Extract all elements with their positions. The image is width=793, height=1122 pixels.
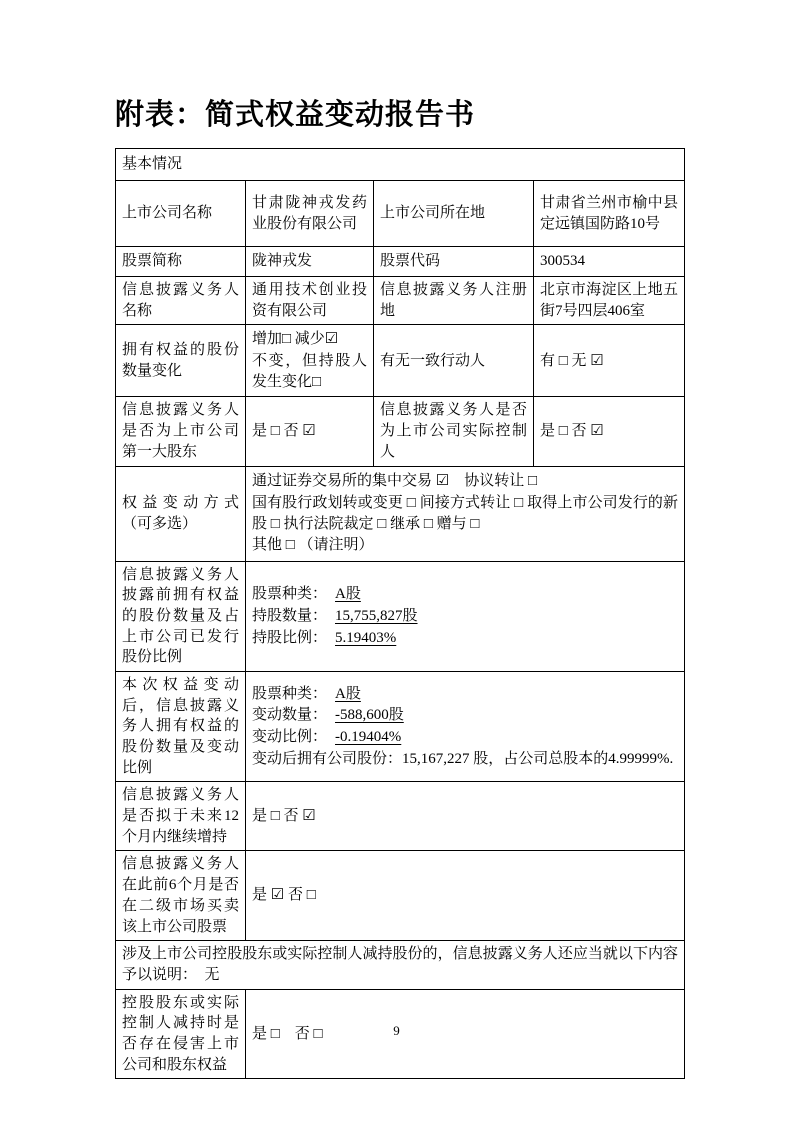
table-row — [116, 181, 685, 247]
company-name-label: 上市公司名称 — [116, 181, 246, 247]
stock-abbr-value: 陇神戎发 — [246, 247, 374, 277]
discloser-name-label: 信息披露义务人名称 — [116, 277, 246, 325]
page-number: 9 — [393, 1023, 400, 1038]
change-method-options — [246, 466, 685, 561]
post-holding-details — [246, 671, 685, 781]
table-row — [116, 247, 685, 277]
pre-holding-ratio — [252, 628, 678, 649]
table-row — [116, 561, 685, 671]
pre-holding-kind-label: 股票种类： — [252, 586, 328, 603]
stock-code-label: 股票代码 — [374, 247, 534, 277]
future-increase-value: 是 □ 否 ☑ — [246, 782, 685, 851]
harm-interest-value: 是 □ 否 □ — [246, 989, 685, 1079]
actual-controller-label: 信息披露义务人是否为上市公司实际控制人 — [374, 397, 534, 466]
past-six-months-value: 是 ☑ 否 □ — [246, 851, 685, 941]
post-holding-qty-label: 变动数量： — [252, 707, 328, 724]
pre-holding-qty-label: 持股数量： — [252, 607, 328, 624]
pre-holding-ratio-value: 5.19403% — [335, 629, 397, 646]
table-row — [116, 149, 685, 181]
share-change-options — [246, 325, 374, 397]
post-holding-after-text: 变动后拥有公司股份：15,167,227 股，占公司总股本的4.99999%. — [252, 750, 674, 767]
stock-abbr-label: 股票简称 — [116, 247, 246, 277]
past-six-months-label: 信息披露义务人在此前6个月是否在二级市场买卖该上市公司股票 — [116, 851, 246, 941]
change-method-option-line: 其他 □ （请注明） — [252, 537, 374, 554]
harm-interest-label: 控股股东或实际控制人减持时是否存在侵害上市公司和股东权益 — [116, 989, 246, 1079]
table-row — [116, 325, 685, 397]
pre-holding-details — [246, 561, 685, 671]
post-holding-qty — [252, 705, 678, 726]
company-name-value: 甘肃陇神戎发药业股份有限公司 — [246, 181, 374, 247]
concerted-parties-value: 有 □ 无 ☑ — [534, 325, 685, 397]
section-header: 基本情况 — [116, 149, 685, 181]
largest-shareholder-value: 是 □ 否 ☑ — [246, 397, 374, 466]
pre-holding-ratio-label: 持股比例： — [252, 629, 328, 646]
concerted-parties-label: 有无一致行动人 — [374, 325, 534, 397]
post-holding-ratio — [252, 727, 678, 748]
table-row — [116, 782, 685, 851]
post-holding-kind-value: A股 — [335, 685, 361, 702]
post-holding-ratio-value: -0.19404% — [335, 729, 402, 746]
discloser-registered-value: 北京市海淀区上地五街7号四层406室 — [534, 277, 685, 325]
largest-shareholder-label: 信息披露义务人是否为上市公司第一大股东 — [116, 397, 246, 466]
share-change-option-line: 增加□ 减少☑ — [252, 331, 339, 348]
post-holding-qty-value: -588,600股 — [335, 707, 404, 724]
table-row — [116, 851, 685, 941]
equity-change-table — [115, 148, 685, 1079]
share-change-option-line: 不变，但持股人发生变化□ — [252, 353, 367, 390]
pre-holding-label: 信息披露义务人披露前拥有权益的股份数量及占上市公司已发行股份比例 — [116, 561, 246, 671]
pre-holding-kind — [252, 584, 678, 605]
table-row — [116, 671, 685, 781]
pre-holding-kind-value: A股 — [335, 586, 361, 603]
change-method-option-line: 通过证券交易所的集中交易 ☑ 协议转让 □ — [252, 473, 538, 490]
change-method-option-line: 国有股行政划转或变更 □ 间接方式转让 □ 取得上市公司发行的新股 □ 执行法院裁定 □ 继承 □ 赠与 □ — [252, 494, 679, 532]
table-row — [116, 277, 685, 325]
company-location-value: 甘肃省兰州市榆中县定远镇国防路10号 — [534, 181, 685, 247]
post-holding-kind-label: 股票种类： — [252, 685, 328, 702]
change-method-label: 权益变动方式（可多选） — [116, 466, 246, 561]
table-row — [116, 466, 685, 561]
table-row — [116, 941, 685, 989]
discloser-registered-label: 信息披露义务人注册地 — [374, 277, 534, 325]
future-increase-label: 信息披露义务人是否拟于未来12个月内继续增持 — [116, 782, 246, 851]
share-change-label: 拥有权益的股份数量变化 — [116, 325, 246, 397]
post-holding-ratio-label: 变动比例： — [252, 729, 328, 746]
post-holding-kind — [252, 684, 678, 705]
pre-holding-qty — [252, 606, 678, 627]
company-location-label: 上市公司所在地 — [374, 181, 534, 247]
table-row — [116, 397, 685, 466]
pre-holding-qty-value: 15,755,827股 — [335, 607, 418, 624]
discloser-name-value: 通用技术创业投资有限公司 — [246, 277, 374, 325]
stock-code-value: 300534 — [534, 247, 685, 277]
controller-reduction-note: 涉及上市公司控股股东或实际控制人减持股份的，信息披露义务人还应当就以下内容予以说明： 无 — [116, 941, 685, 989]
actual-controller-value: 是 □ 否 ☑ — [534, 397, 685, 466]
page-title: 附表：简式权益变动报告书 — [115, 99, 476, 131]
post-holding-label: 本次权益变动后，信息披露义务人拥有权益的股份数量及变动比例 — [116, 671, 246, 781]
